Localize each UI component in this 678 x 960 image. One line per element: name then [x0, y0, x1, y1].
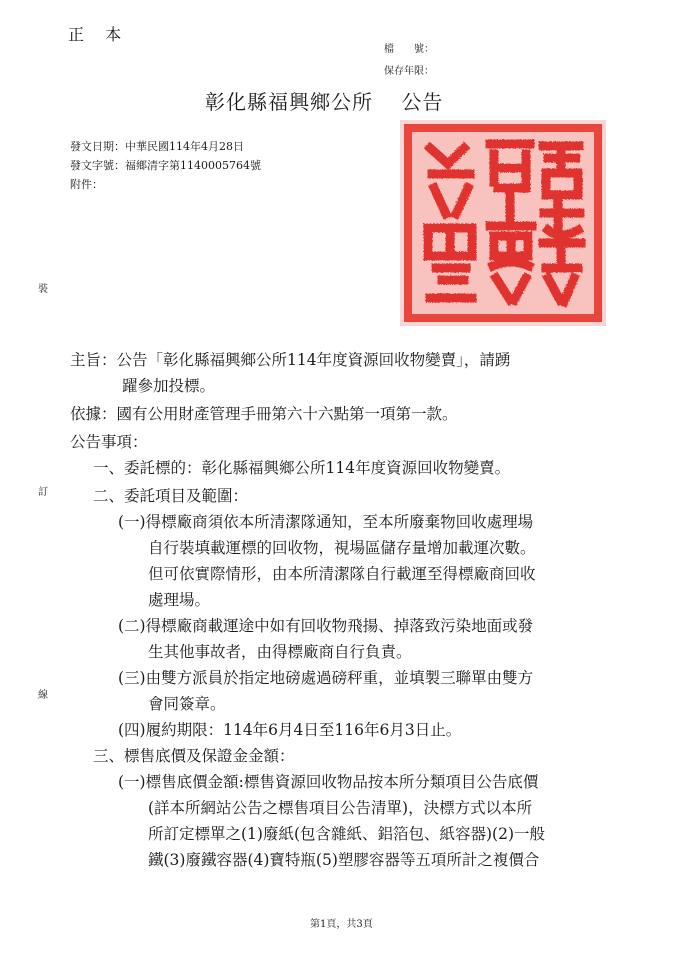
document-title: 彰化縣福興鄉公所 公告 [205, 90, 444, 114]
sub-item-5-line-1: (一)標售底價金額:標售資源回收物品按本所分類項目公告底價 [118, 773, 539, 791]
item-1: 一、委託標的：彰化縣福興鄉公所114年度資源回收物變賣。 [93, 459, 511, 477]
sub-item-5-line-4: 鐵(3)廢鐵容器(4)寶特瓶(5)塑膠容器等五項所計之複價合 [148, 851, 540, 869]
sub-item-5-line-2: (詳本所網站公告之標售項目公告清單)，決標方式以本所 [148, 799, 533, 817]
sub-item-3-line-2: 會同簽章。 [148, 695, 226, 713]
item-3: 三、標售底價及保證金金額： [93, 747, 295, 765]
item-2: 二、委託項目及範圍： [93, 487, 249, 505]
binding-mark-middle: 訂 [38, 487, 48, 498]
binding-mark-bottom: 線 [38, 690, 48, 701]
sub-item-2-line-1: (二)得標廠商載運途中如有回收物飛揚、掉落致污染地面或發 [118, 617, 534, 635]
svg-text:彰化縣福興鄉公所之印: 彰化縣福興鄉公所之印 [503, 323, 513, 324]
attachment-line: 附件： [70, 178, 103, 191]
sub-item-3-line-1: (三)由雙方派員於指定地磅處過磅秤重，並填製三聯單由雙方 [118, 669, 534, 687]
basis-line: 依據：國有公用財產管理手冊第六十六點第一項第一款。 [70, 405, 458, 423]
page-footer: 第1頁，共3頁 [310, 919, 373, 930]
sub-item-1-line-3: 但可依實際情形，由本所清潔隊自行載運至得標廠商回收 [148, 565, 536, 583]
subject-line-cont: 躍參加投標。 [122, 377, 216, 395]
items-heading: 公告事項： [70, 433, 148, 451]
sub-item-1-line-2: 自行裝填載運標的回收物，視場區儲存量增加載運次數。 [148, 539, 536, 557]
binding-mark-top: 裝 [38, 284, 48, 295]
document-number: 發文字號：福鄉清字第1140005764號 [70, 159, 261, 172]
file-number-label: 檔 號： [384, 44, 434, 55]
sub-item-1-line-4: 處理場。 [148, 591, 211, 609]
sub-item-2-line-2: 生其他事故者，由得標廠商自行負責。 [148, 643, 412, 661]
subject-line: 主旨：公告「彰化縣福興鄉公所114年度資源回收物變賣」，請踴 [70, 351, 511, 369]
sub-item-4: (四)履約期限：114年6月4日至116年6月3日止。 [118, 721, 462, 739]
copy-label: 正 本 [68, 25, 130, 44]
issue-date: 發文日期：中華民國114年4月28日 [70, 140, 244, 153]
retention-period-label: 保存年限： [384, 66, 434, 77]
sub-item-5-line-3: 所訂定標單之(1)廢紙(包含雜紙、鋁箔包、紙容器)(2)一般 [148, 825, 546, 843]
sub-item-1-line-1: (一)得標廠商須依本所清潔隊通知，至本所廢棄物回收處理場 [118, 513, 534, 531]
official-seal [398, 118, 608, 328]
